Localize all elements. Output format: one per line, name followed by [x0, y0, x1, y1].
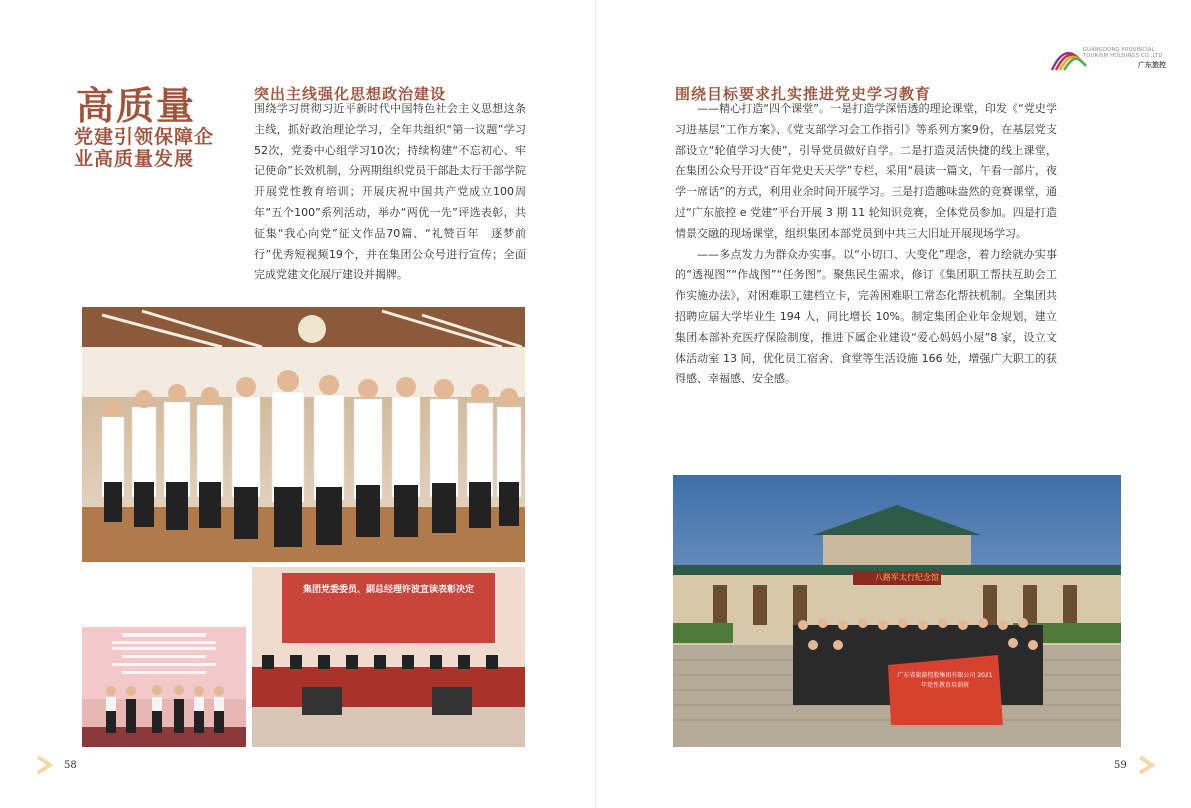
- left-body-text: [254, 99, 526, 286]
- hero-subtitle: 党建引领保障企业高质量发展: [74, 126, 215, 170]
- photo-conference: [252, 567, 525, 747]
- chevron-right-icon: [1136, 754, 1158, 776]
- left-page: [0, 0, 595, 808]
- hero-title: 高质量: [76, 84, 197, 128]
- right-paragraph-1: ——精心打造“四个课堂”。一是打造学深悟透的理论课堂，印发《“党史学习进基层”工作方案》、《党支部学习会工作指引》等系列方案9份，在基层党支部设立“轮值学习大使”，引导党员做好自学。二是打造灵活快捷的线上课堂，在集团公众号开设“百年党史天天学”专栏，采用“晨读一篇文，午看一部片，夜学一席话”的方式，利用业余时间开展学习。三是打造趣味盎然的竞赛课堂，通过“广东旅控 e 党建”平台开展 3 期 11 轮知识竞赛，全体党员参加。四是打造情景交融的现场课堂，组织集团本部党员到中共三大旧址开展现场学习。: [675, 102, 1057, 240]
- building-sign: 八路军太行纪念馆: [875, 573, 939, 582]
- logo-text-en: GUANGDONG PROVINCIAL TOURISM HOLDINGS CO.,LTD: [1083, 47, 1163, 59]
- section-title-right: 围绕目标要求扎实推进党史学习教育: [675, 85, 932, 103]
- page-number-left: 58: [64, 760, 77, 771]
- photo-group-memorial: [673, 475, 1121, 747]
- photo-oath-ceremony: [82, 307, 525, 562]
- left-paragraph: 围绕学习贯彻习近平新时代中国特色社会主义思想这条主线，抓好政治理论学习，全年共组织“第一议题”学习52次，党委中心组学习10次；持续构建“不忘初心、牢记使命”长效机制，分两期组织党员干部赴太行干部学院开展党性教育培训；开展庆祝中国共产党成立100周年“五个100”系列活动，举办“两优一先”评选表彰，共征集“我心向党”征文作品70篇、“礼赞百年 逐梦前行”优秀短视频19个，并在集团公众号进行宣传；全面完成党建文化展厅建设并揭牌。: [254, 102, 526, 282]
- right-page: [596, 0, 1191, 808]
- right-body-text: [675, 99, 1057, 390]
- logo-text-cn: 广东旅控: [1138, 61, 1166, 69]
- right-paragraph-2: ——多点发力为群众办实事。以“小切口、大变化”理念，着力绘就办实事的“透视图”“作战图”“任务图”。聚焦民生需求，修订《集团职工帮扶互助会工作实施办法》，对困难职工建档立卡，完善困难职工常态化帮扶机制。全集团共招聘应届大学毕业生 194 人，同比增长 10%。制定集团企业年金规划，建立集团本部补充医疗保险制度，推进下属企业建设“爱心妈妈小屋”8 家，设立文体活动室 13 间，优化员工宿舍、食堂等生活设施 166 处，增强广大职工的获得感、幸福感、安全感。: [675, 247, 1057, 386]
- section-title-left: 突出主线强化思想政治建设: [254, 85, 447, 103]
- chevron-right-icon: [34, 754, 56, 776]
- page-number-right: 59: [1114, 760, 1127, 771]
- photo-award-presentation: [82, 627, 246, 747]
- photo-banner-text: 广东省旅游控股集团有限公司 2021年党性教育培训班: [897, 672, 993, 689]
- photo-conference-caption: 集团党委委员、副总经理许波宣读表彰决定: [302, 585, 474, 595]
